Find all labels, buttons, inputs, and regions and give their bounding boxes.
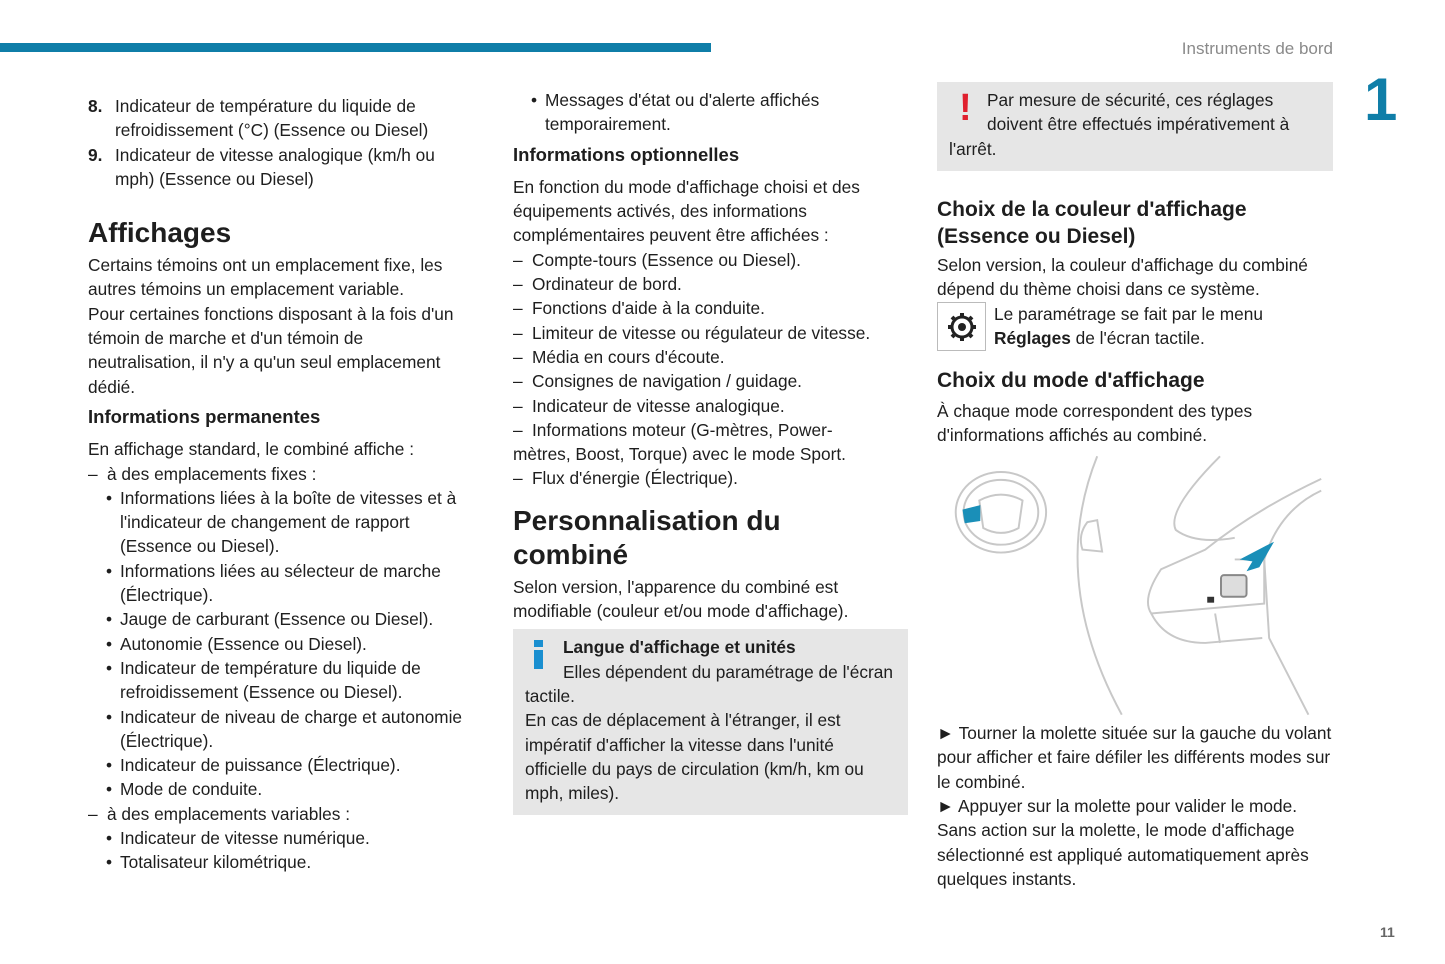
list-item: • Totalisateur kilométrique. <box>88 850 488 874</box>
paragraph: Selon version, la couleur d'affichage du combiné dépend du thème choisi dans ce système. <box>937 255 1308 300</box>
numbered-list <box>88 94 458 191</box>
info-title: Langue d'affichage et unités <box>563 637 796 658</box>
section-heading: Choix de la couleur d'affichage (Essence ou Diesel) <box>937 198 1247 248</box>
list-item: • Informations liées à la boîte de vitesses et à l'indicateur de changement de rapport (Essence ou Diesel). <box>88 486 468 559</box>
list-item: • Mode de conduite. <box>88 777 488 801</box>
section-heading: Choix du mode d'affichage <box>937 368 1205 392</box>
info-text: En cas de déplacement à l'étranger, il est impératif d'afficher la vitesse dans l'unité officielle du pays de circulation (km/h, km ou mph, miles). <box>525 710 864 804</box>
list-item: • Informations liées au sélecteur de marche (Électrique). <box>88 559 488 608</box>
subheading: Informations permanentes <box>88 405 321 427</box>
running-title: Instruments de bord <box>1181 39 1333 58</box>
page-number: 11 <box>1380 924 1395 940</box>
list-item: • Indicateur de vitesse numérique. <box>88 826 488 850</box>
list-item: • Messages d'état ou d'alerte affichés temporairement. <box>513 88 853 137</box>
section-heading: Affichages <box>88 217 232 249</box>
list-item: • Autonomie (Essence ou Diesel). <box>88 632 488 656</box>
list-item: 9. Indicateur de vitesse analogique (km/h ou mph) (Essence ou Diesel) <box>88 144 435 189</box>
permanent-info-list: En affichage standard, le combiné affiche : – à des emplacements fixes : • Informations liées à la boîte de vitesses et à l'indicateur de changement de rapport (Essence ou Diesel). • Informations liées au sélecteur de marche (Électrique). • Jauge de carburant (Essence ou Diesel). • Autonomie (Essence ou Diesel). • Indicateur de température du liquide de refroidissement (Essence ou Diesel). • Indicateur de niveau de charge et autonomie (Électrique). • Indicateur de puissance (Électrique). • Mode de conduite. – à des emplacements variables : • Indicateur de vitesse numérique. • Totalisateur kilométrique. <box>88 437 488 874</box>
info-box <box>513 629 908 815</box>
subheading: Informations optionnelles <box>513 143 740 165</box>
arrow-icon: ► <box>937 723 959 744</box>
warning-box <box>937 82 1333 171</box>
chapter-number: 1 <box>1364 66 1398 133</box>
settings-row <box>937 302 1333 351</box>
warning-icon: ! <box>959 87 972 129</box>
arrow-icon: ► <box>937 796 958 817</box>
steering-wheel-illustration <box>940 449 1333 719</box>
list-item: • Indicateur de puissance (Électrique). <box>88 753 488 777</box>
settings-gear-icon <box>937 302 986 351</box>
header-bar <box>0 43 711 52</box>
info-icon <box>525 635 563 681</box>
settings-text: Le paramétrage se fait par le menu Réglages de l'écran tactile. <box>994 303 1263 348</box>
optional-info-list: En fonction du mode d'affichage choisi et des équipements activés, des informations complémentaires peuvent être affichées : – Compte-tours (Essence ou Diesel). – Ordinateur de bord. – Fonctions d'aide à la conduite. – Limiteur de vitesse ou régulateur de vitesse. – Média en cours d'écoute. – Consignes de navigation / guidage. – Indicateur de vitesse analogique. – Informations moteur (G-mètres, Power-mètres, Boost, Torque) avec le mode Sport. – Flux d'énergie (Électrique). <box>513 175 908 491</box>
info-text: Elles dépendent du paramétrage de l'écran tactile. <box>525 661 893 706</box>
paragraph: À chaque mode correspondent des types d'informations affichés au combiné. <box>937 400 1253 445</box>
section-heading: Personnalisation du combiné <box>513 504 781 570</box>
middle-column <box>513 88 908 815</box>
list-item: • Indicateur de niveau de charge et autonomie (Électrique). <box>88 705 488 754</box>
list-item: 8. Indicateur de température du liquide de refroidissement (°C) (Essence ou Diesel) <box>88 96 429 141</box>
paragraph: Selon version, l'apparence du combiné est modifiable (couleur et/ou mode d'affichage). <box>513 576 849 622</box>
instructions: ► Tourner la molette située sur la gauche du volant pour afficher et faire défiler les différents modes sur le combiné. ► Appuyer sur la molette pour valider le mode. Sans action sur la molette, le mode d'affichage sélectionné est appliqué automatiquement après quelques instants. <box>937 723 1332 889</box>
left-column <box>88 94 488 875</box>
intro-paragraph: Certains témoins ont un emplacement fixe, les autres témoins un emplacement variable. Pour certaines fonctions disposant à la fois d'un témoin de marche et d'un témoin de neutralisation, il n'y a qu'un seul emplacement dédié. <box>88 255 454 397</box>
step-2: ► Appuyer sur la molette pour valider le mode. <box>937 796 1298 817</box>
list-item: • Indicateur de température du liquide de refroidissement (Essence ou Diesel). <box>88 656 448 705</box>
list-item: • Jauge de carburant (Essence ou Diesel). <box>88 607 488 631</box>
step-1: ► Tourner la molette située sur la gauche du volant pour afficher et faire défiler les différents modes sur le combiné. <box>937 723 1332 792</box>
right-column <box>937 82 1333 891</box>
warning-text: Par mesure de sécurité, ces réglages doivent être effectués impérativement à l'arrêt. <box>949 90 1290 159</box>
